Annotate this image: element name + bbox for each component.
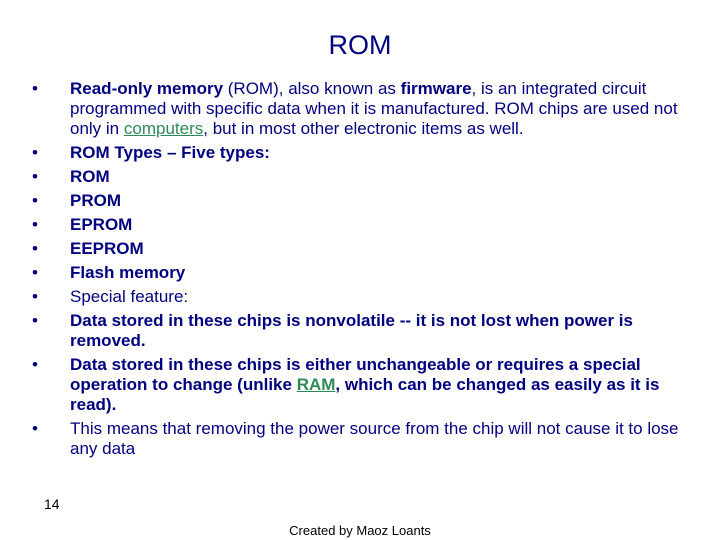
- bullet-dot-icon: •: [32, 167, 38, 186]
- bullet-dot-icon: •: [32, 143, 38, 162]
- bullet-dot-icon: •: [32, 239, 38, 258]
- bullet-dot-icon: •: [32, 311, 38, 330]
- bullet-text: [70, 419, 679, 458]
- bold-text: , which can be changed as easily as it is read).: [70, 375, 660, 414]
- text-run: Special feature:: [70, 287, 189, 306]
- page-number: 14: [44, 496, 60, 512]
- bullet-item: [28, 311, 680, 351]
- bullet-item: [28, 419, 680, 459]
- text-run: , but in most other electronic items as well.: [203, 119, 524, 138]
- bullet-dot-icon: •: [32, 79, 38, 98]
- bullet-text: [70, 167, 110, 186]
- bullet-item: [28, 143, 680, 163]
- bold-text: PROM: [70, 191, 121, 210]
- hyperlink[interactable]: RAM: [296, 375, 336, 394]
- bullet-dot-icon: •: [32, 287, 38, 306]
- bold-text: EEPROM: [70, 239, 144, 258]
- bold-text: ROM Types – Five types:: [70, 143, 270, 162]
- bullet-text: [70, 311, 633, 350]
- bold-text: Data stored in these chips is either unchangeable or requires a special operation to change (unlike: [70, 355, 641, 394]
- bullet-item: [28, 355, 680, 415]
- bold-text: Read-only memory: [70, 79, 224, 98]
- bullet-list: [28, 79, 680, 463]
- bold-text: ROM: [70, 167, 110, 186]
- bullet-dot-icon: •: [32, 191, 38, 210]
- text-run: (ROM), also known as: [223, 79, 401, 98]
- bullet-item: [28, 215, 680, 235]
- bold-text: firmware: [400, 79, 472, 98]
- bullet-item: [28, 167, 680, 187]
- bullet-text: [70, 287, 188, 306]
- bullet-text: [70, 263, 185, 282]
- slide-title: ROM: [328, 30, 392, 60]
- bullet-text: [70, 143, 270, 162]
- bullet-item: [28, 79, 680, 139]
- bold-text: Flash memory: [70, 263, 186, 282]
- bullet-dot-icon: •: [32, 355, 38, 374]
- bullet-dot-icon: •: [32, 263, 38, 282]
- bullet-dot-icon: •: [32, 215, 38, 234]
- hyperlink[interactable]: computers: [123, 119, 204, 138]
- bullet-text: [70, 239, 144, 258]
- bullet-text: [70, 215, 132, 234]
- bullet-text: [70, 355, 660, 414]
- bold-text: EPROM: [70, 215, 133, 234]
- text-run: , is an integrated circuit programmed with specific data when it is manufactured. ROM chips are used not only in: [70, 79, 678, 138]
- bullet-item: [28, 191, 680, 211]
- bullet-item: [28, 287, 680, 307]
- text-run: This means that removing the power source from the chip will not cause it to lose any data: [70, 419, 679, 458]
- bold-text: Data stored in these chips is nonvolatile -- it is not lost when power is removed.: [70, 311, 633, 350]
- bullet-dot-icon: •: [32, 419, 38, 438]
- bullet-text: [70, 191, 121, 210]
- bullet-item: [28, 239, 680, 259]
- footer-credit: Created by Maoz Loants: [289, 523, 431, 538]
- bullet-item: [28, 263, 680, 283]
- bullet-text: [70, 79, 678, 138]
